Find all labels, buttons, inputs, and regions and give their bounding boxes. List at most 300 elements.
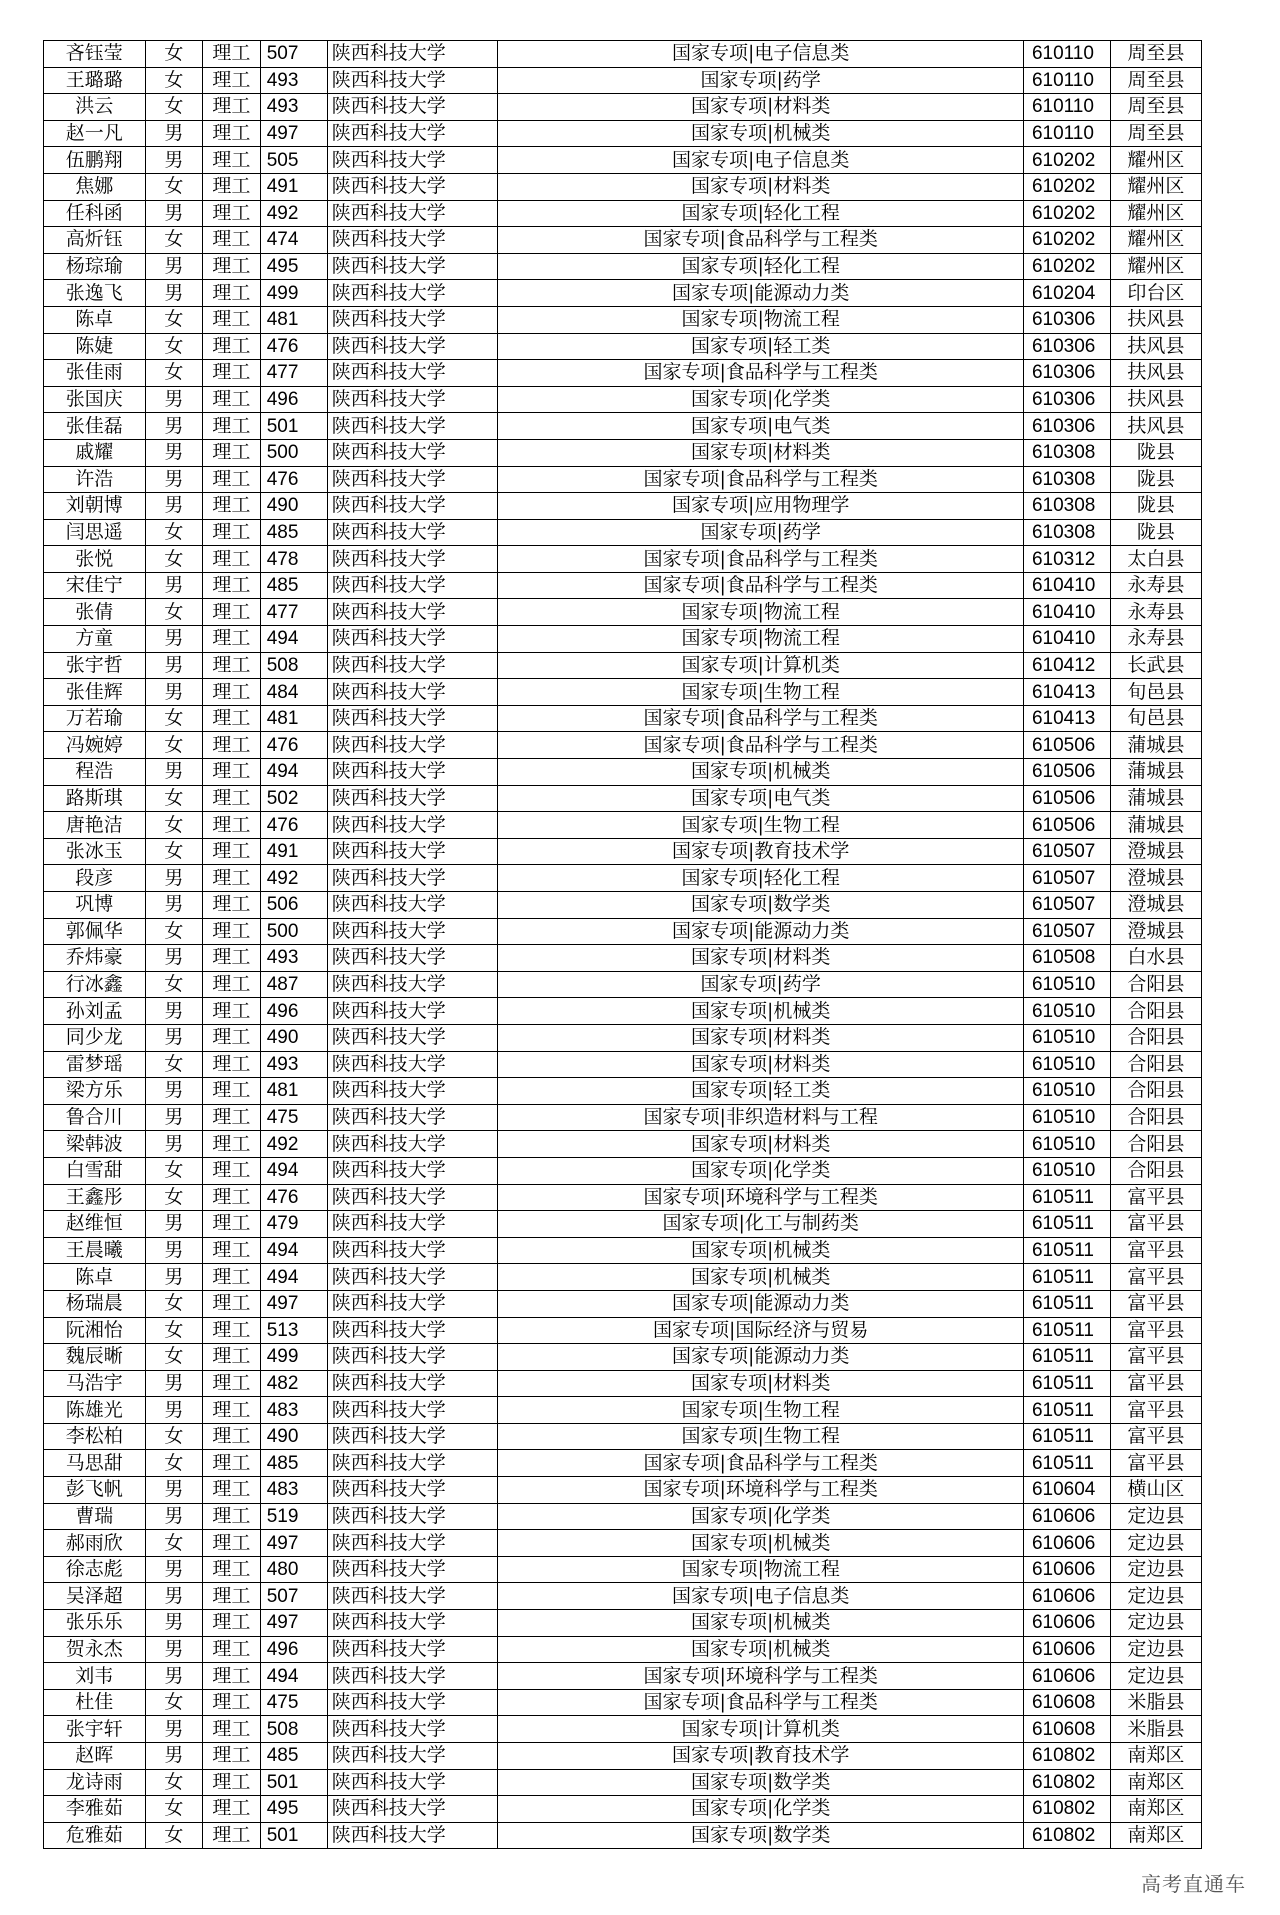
gender-cell: 男 <box>145 466 203 493</box>
region-code-cell: 610511 <box>1023 1344 1110 1371</box>
admission-table-container <box>43 40 1202 1849</box>
student-name-cell: 陈婕 <box>44 333 146 360</box>
county-cell: 富平县 <box>1110 1290 1201 1317</box>
region-code-cell: 610511 <box>1023 1184 1110 1211</box>
score-cell: 494 <box>260 1157 327 1184</box>
student-name-cell: 陈卓 <box>44 1264 146 1291</box>
student-name-cell: 杨琮瑜 <box>44 253 146 280</box>
gender-cell: 女 <box>145 67 203 94</box>
university-cell: 陕西科技大学 <box>327 1290 498 1317</box>
county-cell: 南郑区 <box>1110 1822 1201 1849</box>
county-cell: 耀州区 <box>1110 173 1201 200</box>
table-row <box>44 732 1202 759</box>
major-cell: 国家专项|机械类 <box>498 1264 1024 1291</box>
student-name-cell: 王晨曦 <box>44 1237 146 1264</box>
category-cell: 理工 <box>203 253 261 280</box>
region-code-cell: 610306 <box>1023 360 1110 387</box>
county-cell: 定边县 <box>1110 1530 1201 1557</box>
major-cell: 国家专项|生物工程 <box>498 812 1024 839</box>
university-cell: 陕西科技大学 <box>327 838 498 865</box>
student-name-cell: 洪云 <box>44 94 146 121</box>
student-name-cell: 张佳磊 <box>44 413 146 440</box>
score-cell: 483 <box>260 1397 327 1424</box>
region-code-cell: 610510 <box>1023 971 1110 998</box>
category-cell: 理工 <box>203 386 261 413</box>
region-code-cell: 610110 <box>1023 67 1110 94</box>
region-code-cell: 610511 <box>1023 1423 1110 1450</box>
table-row <box>44 626 1202 653</box>
university-cell: 陕西科技大学 <box>327 652 498 679</box>
score-cell: 483 <box>260 1477 327 1504</box>
county-cell: 耀州区 <box>1110 200 1201 227</box>
region-code-cell: 610306 <box>1023 413 1110 440</box>
county-cell: 蒲城县 <box>1110 759 1201 786</box>
university-cell: 陕西科技大学 <box>327 865 498 892</box>
score-cell: 500 <box>260 439 327 466</box>
score-cell: 478 <box>260 546 327 573</box>
student-name-cell: 曹瑞 <box>44 1503 146 1530</box>
region-code-cell: 610306 <box>1023 306 1110 333</box>
category-cell: 理工 <box>203 200 261 227</box>
gender-cell: 男 <box>145 1237 203 1264</box>
category-cell: 理工 <box>203 280 261 307</box>
score-cell: 490 <box>260 1423 327 1450</box>
score-cell: 492 <box>260 200 327 227</box>
table-row <box>44 1024 1202 1051</box>
major-cell: 国家专项|食品科学与工程类 <box>498 1689 1024 1716</box>
student-name-cell: 鲁合川 <box>44 1104 146 1131</box>
region-code-cell: 610410 <box>1023 626 1110 653</box>
table-row <box>44 1104 1202 1131</box>
score-cell: 485 <box>260 572 327 599</box>
table-row <box>44 1051 1202 1078</box>
major-cell: 国家专项|能源动力类 <box>498 1344 1024 1371</box>
category-cell: 理工 <box>203 1450 261 1477</box>
university-cell: 陕西科技大学 <box>327 1264 498 1291</box>
score-cell: 494 <box>260 1663 327 1690</box>
table-row <box>44 1822 1202 1849</box>
score-cell: 508 <box>260 652 327 679</box>
region-code-cell: 610308 <box>1023 439 1110 466</box>
university-cell: 陕西科技大学 <box>327 67 498 94</box>
university-cell: 陕西科技大学 <box>327 679 498 706</box>
category-cell: 理工 <box>203 945 261 972</box>
score-cell: 477 <box>260 360 327 387</box>
student-name-cell: 孙刘孟 <box>44 998 146 1025</box>
table-row <box>44 147 1202 174</box>
region-code-cell: 610308 <box>1023 519 1110 546</box>
student-name-cell: 同少龙 <box>44 1024 146 1051</box>
university-cell: 陕西科技大学 <box>327 41 498 68</box>
score-cell: 476 <box>260 1184 327 1211</box>
category-cell: 理工 <box>203 466 261 493</box>
gender-cell: 女 <box>145 1157 203 1184</box>
university-cell: 陕西科技大学 <box>327 945 498 972</box>
major-cell: 国家专项|环境科学与工程类 <box>498 1477 1024 1504</box>
region-code-cell: 610511 <box>1023 1317 1110 1344</box>
gender-cell: 男 <box>145 493 203 520</box>
major-cell: 国家专项|化学类 <box>498 1796 1024 1823</box>
county-cell: 陇县 <box>1110 466 1201 493</box>
category-cell: 理工 <box>203 227 261 254</box>
student-name-cell: 宋佳宁 <box>44 572 146 599</box>
gender-cell: 男 <box>145 945 203 972</box>
major-cell: 国家专项|机械类 <box>498 1530 1024 1557</box>
table-row <box>44 200 1202 227</box>
county-cell: 周至县 <box>1110 94 1201 121</box>
score-cell: 507 <box>260 41 327 68</box>
region-code-cell: 610606 <box>1023 1636 1110 1663</box>
region-code-cell: 610802 <box>1023 1822 1110 1849</box>
category-cell: 理工 <box>203 1344 261 1371</box>
gender-cell: 女 <box>145 173 203 200</box>
table-row <box>44 971 1202 998</box>
category-cell: 理工 <box>203 971 261 998</box>
university-cell: 陕西科技大学 <box>327 1743 498 1770</box>
county-cell: 长武县 <box>1110 652 1201 679</box>
gender-cell: 男 <box>145 1556 203 1583</box>
region-code-cell: 610606 <box>1023 1503 1110 1530</box>
student-name-cell: 王鑫彤 <box>44 1184 146 1211</box>
table-row <box>44 253 1202 280</box>
region-code-cell: 610204 <box>1023 280 1110 307</box>
major-cell: 国家专项|生物工程 <box>498 1423 1024 1450</box>
score-cell: 485 <box>260 1743 327 1770</box>
score-cell: 495 <box>260 253 327 280</box>
university-cell: 陕西科技大学 <box>327 1157 498 1184</box>
county-cell: 富平县 <box>1110 1264 1201 1291</box>
score-cell: 493 <box>260 1051 327 1078</box>
university-cell: 陕西科技大学 <box>327 1370 498 1397</box>
student-name-cell: 方童 <box>44 626 146 653</box>
gender-cell: 女 <box>145 1051 203 1078</box>
county-cell: 南郑区 <box>1110 1796 1201 1823</box>
region-code-cell: 610308 <box>1023 466 1110 493</box>
score-cell: 484 <box>260 679 327 706</box>
gender-cell: 女 <box>145 1796 203 1823</box>
table-row <box>44 1157 1202 1184</box>
university-cell: 陕西科技大学 <box>327 493 498 520</box>
category-cell: 理工 <box>203 147 261 174</box>
category-cell: 理工 <box>203 626 261 653</box>
major-cell: 国家专项|电子信息类 <box>498 147 1024 174</box>
region-code-cell: 610608 <box>1023 1716 1110 1743</box>
region-code-cell: 610507 <box>1023 918 1110 945</box>
table-row <box>44 785 1202 812</box>
major-cell: 国家专项|机械类 <box>498 1237 1024 1264</box>
table-row <box>44 1290 1202 1317</box>
table-row <box>44 1689 1202 1716</box>
table-row <box>44 94 1202 121</box>
score-cell: 497 <box>260 120 327 147</box>
major-cell: 国家专项|材料类 <box>498 1370 1024 1397</box>
region-code-cell: 610511 <box>1023 1211 1110 1238</box>
category-cell: 理工 <box>203 546 261 573</box>
county-cell: 扶风县 <box>1110 360 1201 387</box>
category-cell: 理工 <box>203 1184 261 1211</box>
score-cell: 492 <box>260 865 327 892</box>
category-cell: 理工 <box>203 572 261 599</box>
major-cell: 国家专项|能源动力类 <box>498 1290 1024 1317</box>
region-code-cell: 610606 <box>1023 1556 1110 1583</box>
university-cell: 陕西科技大学 <box>327 1583 498 1610</box>
student-name-cell: 龙诗雨 <box>44 1769 146 1796</box>
county-cell: 耀州区 <box>1110 227 1201 254</box>
table-row <box>44 679 1202 706</box>
category-cell: 理工 <box>203 599 261 626</box>
region-code-cell: 610508 <box>1023 945 1110 972</box>
score-cell: 497 <box>260 1530 327 1557</box>
score-cell: 507 <box>260 1583 327 1610</box>
gender-cell: 男 <box>145 1264 203 1291</box>
region-code-cell: 610308 <box>1023 493 1110 520</box>
category-cell: 理工 <box>203 652 261 679</box>
gender-cell: 女 <box>145 360 203 387</box>
county-cell: 印台区 <box>1110 280 1201 307</box>
student-name-cell: 杨瑞晨 <box>44 1290 146 1317</box>
region-code-cell: 610507 <box>1023 892 1110 919</box>
gender-cell: 男 <box>145 1397 203 1424</box>
category-cell: 理工 <box>203 1689 261 1716</box>
county-cell: 耀州区 <box>1110 253 1201 280</box>
major-cell: 国家专项|食品科学与工程类 <box>498 466 1024 493</box>
student-name-cell: 李雅茹 <box>44 1796 146 1823</box>
region-code-cell: 610312 <box>1023 546 1110 573</box>
major-cell: 国家专项|化学类 <box>498 1157 1024 1184</box>
score-cell: 490 <box>260 1024 327 1051</box>
county-cell: 定边县 <box>1110 1636 1201 1663</box>
major-cell: 国家专项|化学类 <box>498 1503 1024 1530</box>
university-cell: 陕西科技大学 <box>327 1237 498 1264</box>
table-row <box>44 1716 1202 1743</box>
major-cell: 国家专项|食品科学与工程类 <box>498 227 1024 254</box>
student-name-cell: 乔炜豪 <box>44 945 146 972</box>
region-code-cell: 610802 <box>1023 1796 1110 1823</box>
region-code-cell: 610507 <box>1023 865 1110 892</box>
student-name-cell: 马思甜 <box>44 1450 146 1477</box>
table-row <box>44 1796 1202 1823</box>
gender-cell: 男 <box>145 892 203 919</box>
major-cell: 国家专项|生物工程 <box>498 679 1024 706</box>
table-row <box>44 759 1202 786</box>
county-cell: 扶风县 <box>1110 306 1201 333</box>
student-name-cell: 白雪甜 <box>44 1157 146 1184</box>
gender-cell: 女 <box>145 1423 203 1450</box>
table-row <box>44 519 1202 546</box>
student-name-cell: 高炘钰 <box>44 227 146 254</box>
university-cell: 陕西科技大学 <box>327 439 498 466</box>
university-cell: 陕西科技大学 <box>327 1024 498 1051</box>
gender-cell: 男 <box>145 1503 203 1530</box>
gender-cell: 男 <box>145 253 203 280</box>
university-cell: 陕西科技大学 <box>327 998 498 1025</box>
county-cell: 陇县 <box>1110 439 1201 466</box>
county-cell: 合阳县 <box>1110 1078 1201 1105</box>
category-cell: 理工 <box>203 1397 261 1424</box>
university-cell: 陕西科技大学 <box>327 1344 498 1371</box>
student-name-cell: 巩博 <box>44 892 146 919</box>
table-row <box>44 1423 1202 1450</box>
gender-cell: 男 <box>145 572 203 599</box>
gender-cell: 女 <box>145 1769 203 1796</box>
major-cell: 国家专项|电气类 <box>498 413 1024 440</box>
major-cell: 国家专项|能源动力类 <box>498 918 1024 945</box>
category-cell: 理工 <box>203 1503 261 1530</box>
score-cell: 519 <box>260 1503 327 1530</box>
region-code-cell: 610202 <box>1023 227 1110 254</box>
gender-cell: 男 <box>145 626 203 653</box>
county-cell: 富平县 <box>1110 1184 1201 1211</box>
major-cell: 国家专项|食品科学与工程类 <box>498 705 1024 732</box>
major-cell: 国家专项|机械类 <box>498 1610 1024 1637</box>
gender-cell: 女 <box>145 333 203 360</box>
category-cell: 理工 <box>203 1796 261 1823</box>
student-name-cell: 张冰玉 <box>44 838 146 865</box>
county-cell: 米脂县 <box>1110 1689 1201 1716</box>
major-cell: 国家专项|能源动力类 <box>498 280 1024 307</box>
admission-table <box>43 40 1202 1849</box>
gender-cell: 男 <box>145 1663 203 1690</box>
university-cell: 陕西科技大学 <box>327 466 498 493</box>
major-cell: 国家专项|物流工程 <box>498 306 1024 333</box>
major-cell: 国家专项|电子信息类 <box>498 1583 1024 1610</box>
major-cell: 国家专项|环境科学与工程类 <box>498 1184 1024 1211</box>
county-cell: 合阳县 <box>1110 998 1201 1025</box>
major-cell: 国家专项|材料类 <box>498 1024 1024 1051</box>
score-cell: 485 <box>260 519 327 546</box>
student-name-cell: 张国庆 <box>44 386 146 413</box>
gender-cell: 女 <box>145 306 203 333</box>
table-row <box>44 1344 1202 1371</box>
county-cell: 扶风县 <box>1110 333 1201 360</box>
major-cell: 国家专项|材料类 <box>498 439 1024 466</box>
table-row <box>44 1610 1202 1637</box>
gender-cell: 女 <box>145 519 203 546</box>
table-row <box>44 572 1202 599</box>
gender-cell: 男 <box>145 1024 203 1051</box>
county-cell: 陇县 <box>1110 519 1201 546</box>
major-cell: 国家专项|材料类 <box>498 173 1024 200</box>
county-cell: 澄城县 <box>1110 865 1201 892</box>
university-cell: 陕西科技大学 <box>327 1796 498 1823</box>
student-name-cell: 危雅茹 <box>44 1822 146 1849</box>
score-cell: 496 <box>260 998 327 1025</box>
category-cell: 理工 <box>203 173 261 200</box>
major-cell: 国家专项|物流工程 <box>498 626 1024 653</box>
major-cell: 国家专项|数学类 <box>498 1822 1024 1849</box>
table-row <box>44 1237 1202 1264</box>
university-cell: 陕西科技大学 <box>327 546 498 573</box>
county-cell: 南郑区 <box>1110 1743 1201 1770</box>
gender-cell: 女 <box>145 785 203 812</box>
score-cell: 476 <box>260 333 327 360</box>
major-cell: 国家专项|物流工程 <box>498 599 1024 626</box>
table-row <box>44 306 1202 333</box>
university-cell: 陕西科技大学 <box>327 1051 498 1078</box>
county-cell: 定边县 <box>1110 1583 1201 1610</box>
major-cell: 国家专项|化工与制药类 <box>498 1211 1024 1238</box>
score-cell: 505 <box>260 147 327 174</box>
table-row <box>44 41 1202 68</box>
student-name-cell: 杜佳 <box>44 1689 146 1716</box>
score-cell: 502 <box>260 785 327 812</box>
gender-cell: 女 <box>145 1184 203 1211</box>
gender-cell: 女 <box>145 227 203 254</box>
score-cell: 496 <box>260 386 327 413</box>
student-name-cell: 行冰鑫 <box>44 971 146 998</box>
gender-cell: 男 <box>145 120 203 147</box>
student-name-cell: 彭飞帆 <box>44 1477 146 1504</box>
table-row <box>44 1503 1202 1530</box>
student-name-cell: 张佳雨 <box>44 360 146 387</box>
gender-cell: 女 <box>145 1450 203 1477</box>
category-cell: 理工 <box>203 1556 261 1583</box>
student-name-cell: 赵晖 <box>44 1743 146 1770</box>
university-cell: 陕西科技大学 <box>327 1610 498 1637</box>
student-name-cell: 魏辰晰 <box>44 1344 146 1371</box>
region-code-cell: 610507 <box>1023 838 1110 865</box>
student-name-cell: 刘朝博 <box>44 493 146 520</box>
university-cell: 陕西科技大学 <box>327 1477 498 1504</box>
table-row <box>44 1397 1202 1424</box>
university-cell: 陕西科技大学 <box>327 1397 498 1424</box>
table-row <box>44 1583 1202 1610</box>
region-code-cell: 610511 <box>1023 1370 1110 1397</box>
university-cell: 陕西科技大学 <box>327 1663 498 1690</box>
region-code-cell: 610413 <box>1023 679 1110 706</box>
score-cell: 499 <box>260 1344 327 1371</box>
university-cell: 陕西科技大学 <box>327 386 498 413</box>
county-cell: 南郑区 <box>1110 1769 1201 1796</box>
university-cell: 陕西科技大学 <box>327 1689 498 1716</box>
category-cell: 理工 <box>203 360 261 387</box>
table-row <box>44 892 1202 919</box>
major-cell: 国家专项|教育技术学 <box>498 838 1024 865</box>
region-code-cell: 610802 <box>1023 1743 1110 1770</box>
university-cell: 陕西科技大学 <box>327 413 498 440</box>
score-cell: 506 <box>260 892 327 919</box>
major-cell: 国家专项|数学类 <box>498 1769 1024 1796</box>
county-cell: 定边县 <box>1110 1503 1201 1530</box>
category-cell: 理工 <box>203 306 261 333</box>
university-cell: 陕西科技大学 <box>327 599 498 626</box>
table-row <box>44 1663 1202 1690</box>
gender-cell: 女 <box>145 971 203 998</box>
score-cell: 497 <box>260 1290 327 1317</box>
gender-cell: 男 <box>145 1716 203 1743</box>
student-name-cell: 张宇哲 <box>44 652 146 679</box>
gender-cell: 女 <box>145 732 203 759</box>
student-name-cell: 贺永杰 <box>44 1636 146 1663</box>
category-cell: 理工 <box>203 892 261 919</box>
county-cell: 周至县 <box>1110 67 1201 94</box>
university-cell: 陕西科技大学 <box>327 94 498 121</box>
university-cell: 陕西科技大学 <box>327 1636 498 1663</box>
gender-cell: 男 <box>145 1610 203 1637</box>
score-cell: 496 <box>260 1636 327 1663</box>
major-cell: 国家专项|计算机类 <box>498 652 1024 679</box>
county-cell: 米脂县 <box>1110 1716 1201 1743</box>
county-cell: 合阳县 <box>1110 1024 1201 1051</box>
table-row <box>44 812 1202 839</box>
score-cell: 495 <box>260 1796 327 1823</box>
student-name-cell: 赵一凡 <box>44 120 146 147</box>
county-cell: 澄城县 <box>1110 838 1201 865</box>
county-cell: 富平县 <box>1110 1317 1201 1344</box>
score-cell: 499 <box>260 280 327 307</box>
score-cell: 500 <box>260 918 327 945</box>
major-cell: 国家专项|机械类 <box>498 1636 1024 1663</box>
